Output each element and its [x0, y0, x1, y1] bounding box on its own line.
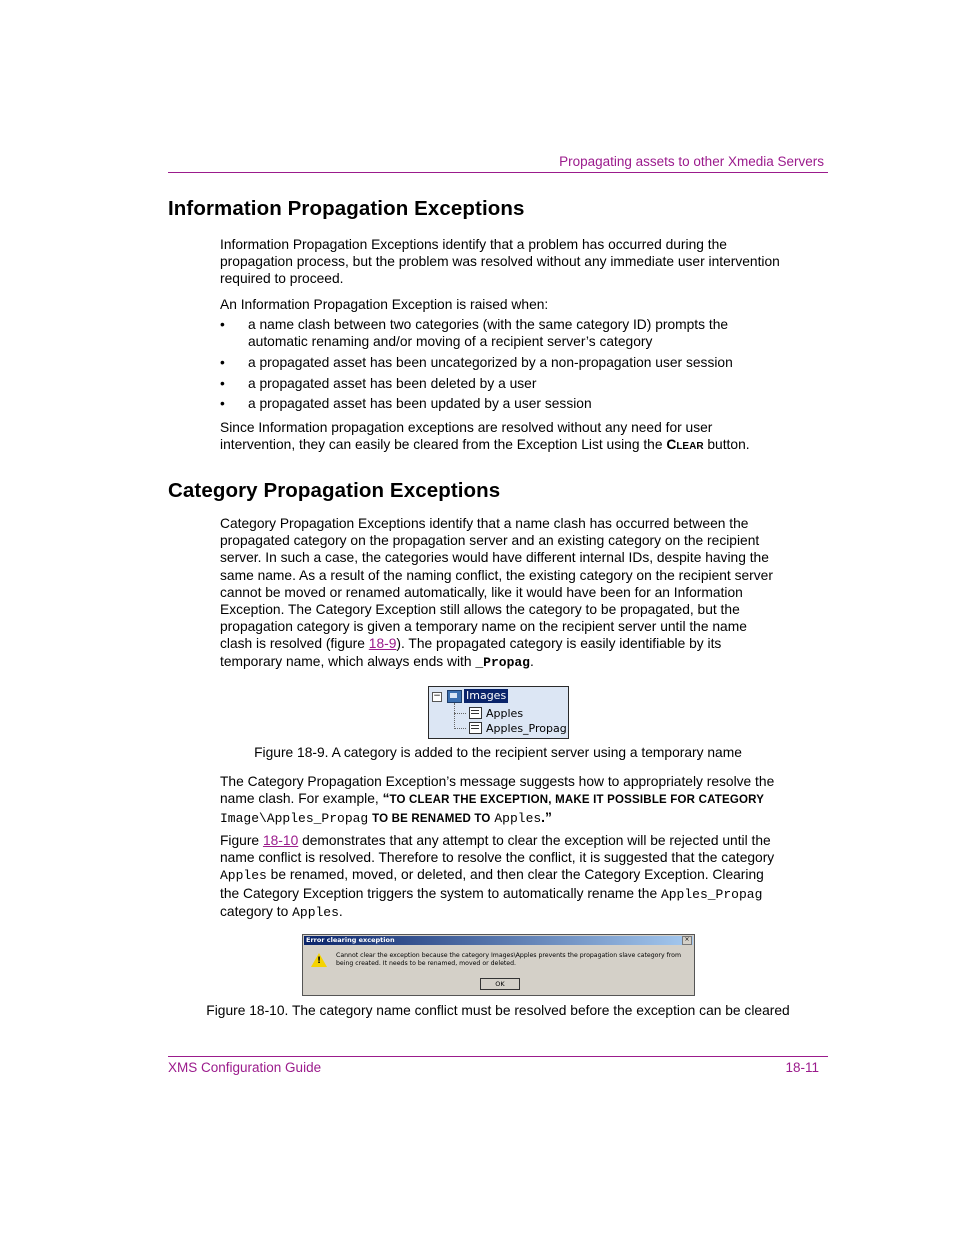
apples-code: Apples [292, 904, 339, 920]
info-closing-end: button. [703, 437, 750, 453]
error-dialog-figure [302, 934, 695, 996]
bullet-mark: • [220, 354, 225, 370]
category-body-end: . [529, 653, 534, 669]
category-body [220, 515, 780, 671]
clear-button-ref: Clear [666, 437, 704, 453]
list-item [220, 316, 780, 350]
message-code-path: Image\Apples_Propag [220, 811, 369, 827]
info-intro-text: Information Propagation Exceptions identify that a problem has occurred during the propagation process, but the problem was resolved without any immediate user intervention required to proceed. [220, 237, 780, 287]
list-item-text: a propagated asset has been deleted by a user [248, 375, 537, 391]
footer-guide-title: XMS Configuration Guide [168, 1060, 322, 1075]
propag-suffix-code: _Propag [475, 654, 530, 670]
figure-18-9-link[interactable]: 18-9 [368, 636, 397, 652]
list-item [220, 354, 780, 371]
fig2-text-b: be renamed, moved, or deleted, and then clear the Category Exception. Clearing the Category Exception triggers the system to automatically rename the [220, 867, 764, 901]
dialog-titlebar: Error clearing exception [304, 936, 693, 945]
page-number: 18-11 [785, 1060, 819, 1075]
info-closing-text: Since Information propagation exceptions are resolved without any need for user intervention, they can easily be cleared from the Exception List using the [220, 420, 713, 453]
figure-18-10-para [220, 832, 780, 921]
tree-item-apples[interactable]: Apples [486, 707, 524, 720]
header-rule [168, 172, 828, 173]
folder-icon [447, 690, 462, 703]
apples-propag-code: Apples_Propag [660, 886, 763, 902]
tree-item-apples-propag[interactable]: Apples_Propag [486, 722, 567, 735]
footer-rule [168, 1056, 828, 1057]
section-heading-category: Category Propagation Exceptions [168, 479, 501, 502]
quote-close: .” [541, 810, 552, 826]
message-intro: The Category Propagation Exception’s message suggests how to appropriately resolve the name clash. For example, [220, 774, 775, 807]
message-code-apples: Apples [494, 811, 542, 827]
figure-18-9-caption: Figure 18-9. A category is added to the recipient server using a temporary name [254, 745, 742, 760]
collapse-icon[interactable]: − [433, 691, 441, 701]
quote-open: “ [382, 791, 390, 807]
list-item-text: a propagated asset has been updated by a user session [248, 396, 592, 412]
message-smallcaps-2: TO BE RENAMED TO [372, 813, 491, 826]
info-closing [220, 419, 780, 453]
close-icon[interactable]: × [682, 936, 692, 945]
fig2-text-d: . [338, 903, 343, 919]
warning-icon-mark: ! [317, 956, 322, 966]
category-body-text: Category Propagation Exceptions identify that a name clash has occurred between the propagated category on the propagation server and an existing category on the recipient server. In such a case, the categories would have different internal IDs, despite having the same name. As a result of the naming conflict, the existing category on the recipient server cannot be moved or renamed automatically, like it would have been for an Information Exception. The Category Exception still allows the category to be propagated, but the propagation category is given a temporary name on the recipient server until the name clash is resolved (figure [220, 516, 773, 652]
fig2-text-c: category to [220, 903, 293, 919]
fig2-text-a: demonstrates that any attempt to clear the exception will be rejected until the name conflict is resolved. Therefore to resolve the conflict, it is suggested that the category [220, 833, 775, 866]
category-tree-figure [428, 686, 569, 739]
dialog-message: Cannot clear the exception because the category Images\Apples prevents the propagation slave category from being created. It needs to be renamed, moved or deleted. [336, 952, 681, 967]
tree-connector [454, 728, 466, 729]
tree-connector [454, 703, 455, 727]
bullet-mark: • [220, 375, 225, 391]
list-item-text: a name clash between two categories (with the same category ID) prompts the automatic renaming and/or moving of a recipient server’s category [248, 317, 729, 350]
fig2-text-pre: Figure [220, 833, 263, 848]
category-icon [469, 707, 482, 719]
running-header: Propagating assets to other Xmedia Servers [559, 154, 824, 169]
list-item [220, 395, 780, 412]
info-raised-when-text: An Information Propagation Exception is raised when: [220, 297, 549, 312]
ok-button[interactable]: OK [480, 978, 520, 990]
tree-connector [454, 713, 466, 714]
tree-root-images[interactable]: Images [466, 689, 507, 702]
info-intro [220, 236, 780, 288]
category-body-mid: ). The propagated category is easily identifiable by its temporary name, which always ends with [220, 636, 722, 669]
apples-code: Apples [220, 868, 267, 884]
bullet-mark: • [220, 396, 225, 412]
list-item [220, 375, 780, 392]
exception-message-para [220, 773, 780, 829]
category-icon [469, 722, 482, 734]
section-heading-information: Information Propagation Exceptions [168, 197, 525, 220]
info-raised-when [220, 296, 780, 313]
figure-18-10-caption: Figure 18-10. The category name conflict must be resolved before the exception can be cleared [206, 1003, 790, 1018]
bullet-mark: • [220, 317, 225, 332]
list-item-text: a propagated asset has been uncategorized by a non-propagation user session [248, 354, 733, 370]
message-smallcaps-1: TO CLEAR THE EXCEPTION, MAKE IT POSSIBLE FOR CATEGORY [389, 794, 765, 807]
info-bullet-list [220, 316, 780, 416]
figure-18-10-link[interactable]: 18-10 [262, 833, 299, 848]
